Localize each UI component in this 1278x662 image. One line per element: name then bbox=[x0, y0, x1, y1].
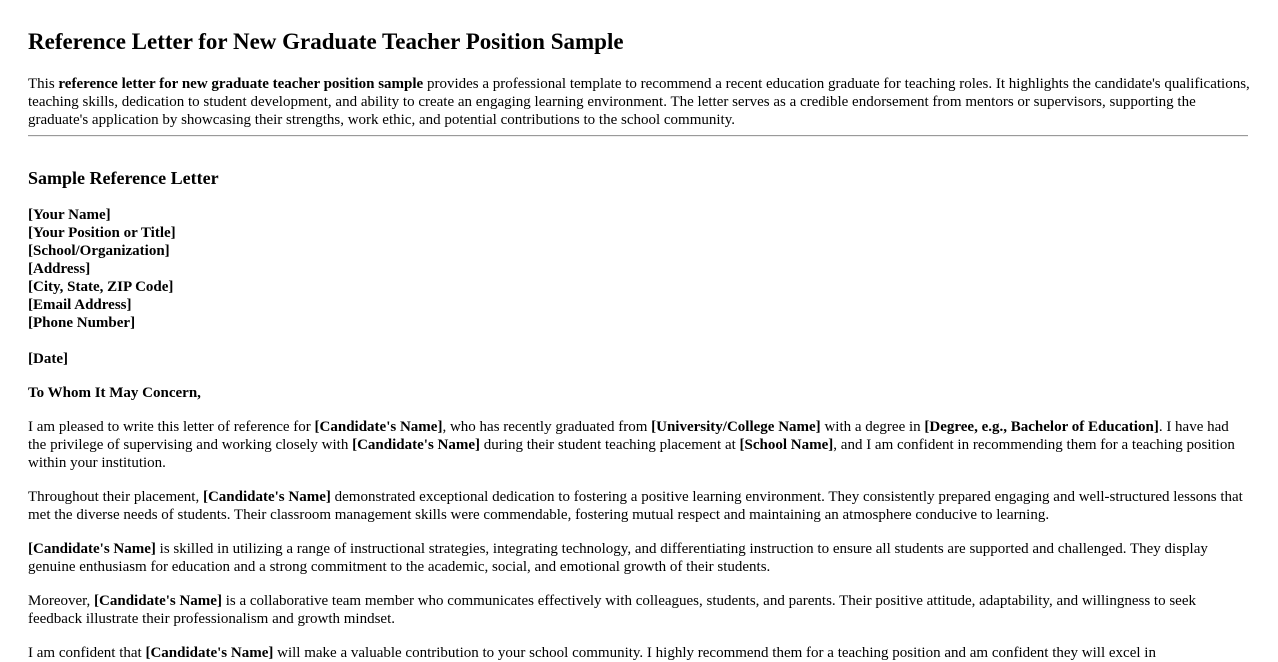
sender-city-state-zip: [City, State, ZIP Code] bbox=[28, 279, 174, 295]
candidate-name-placeholder: [Candidate's Name] bbox=[28, 541, 156, 557]
letter-paragraph-4 bbox=[28, 592, 1250, 628]
degree-placeholder: [Degree, e.g., Bachelor of Education] bbox=[924, 419, 1159, 435]
text: is a collaborative team member who communicates effectively with colleagues, students, and parents. Their positive attitude, adaptability, and willingness to seek feedback illustrate their professionalism and growth mindset. bbox=[28, 593, 1197, 627]
candidate-name-placeholder: [Candidate's Name] bbox=[314, 419, 443, 435]
text: I am pleased to write this letter of reference for bbox=[28, 419, 315, 435]
page-title: Reference Letter for New Graduate Teacher Position Sample bbox=[28, 29, 624, 54]
section-title: Sample Reference Letter bbox=[28, 168, 219, 188]
university-placeholder: [University/College Name] bbox=[651, 419, 821, 435]
text: Moreover, bbox=[28, 593, 95, 609]
text: will make a valuable contribution to your school community. I highly recommend them for a teaching position and am confident they will excel in bbox=[273, 645, 1156, 661]
letter-paragraph-3 bbox=[28, 540, 1250, 576]
text: Throughout their placement, bbox=[28, 489, 203, 505]
letter-date: [Date] bbox=[28, 351, 68, 367]
text: , and I am confident in recommending them for a teaching position within your institution. bbox=[28, 437, 1235, 471]
text: with a degree in bbox=[820, 419, 925, 435]
letter-paragraph-5 bbox=[28, 644, 1250, 662]
text: demonstrated exceptional dedication to fostering a positive learning environment. They consistently prepared engaging and well-structured lessons that met the diverse needs of students. Their classroom management skills were commendable, fostering mutual respect and maintaining an atmosphere conducive to learning. bbox=[28, 489, 1243, 523]
letter-paragraph-2 bbox=[28, 488, 1250, 524]
sender-phone: [Phone Number] bbox=[28, 315, 136, 331]
school-name-placeholder: [School Name] bbox=[739, 437, 834, 453]
sender-position: [Your Position or Title] bbox=[28, 225, 176, 241]
candidate-name-placeholder: [Candidate's Name] bbox=[94, 593, 222, 609]
intro-prefix: This bbox=[28, 76, 59, 92]
sender-address: [Address] bbox=[28, 261, 91, 277]
intro-paragraph bbox=[28, 75, 1250, 129]
sender-email: [Email Address] bbox=[28, 297, 132, 313]
candidate-name-placeholder: [Candidate's Name] bbox=[352, 437, 481, 453]
candidate-name-placeholder: [Candidate's Name] bbox=[145, 645, 274, 661]
intro-bold-text: reference letter for new graduate teacher position sample bbox=[58, 76, 424, 92]
text: I am confident that bbox=[28, 645, 146, 661]
intro-suffix: provides a professional template to recommend a recent education graduate for teaching roles. It highlights the candidate's qualifications, teaching skills, dedication to student development, and ability to create an engaging learning environment. The letter serves as a credible endorsement from mentors or supervisors, supporting the graduate's application by showcasing their strengths, work ethic, and potential contributions to the school community. bbox=[28, 76, 1250, 128]
text: is skilled in utilizing a range of instructional strategies, integrating technology, and differentiating instruction to ensure all students are supported and challenged. They display genuine enthusiasm for education and a strong commitment to the academic, social, and emotional growth of their students. bbox=[28, 541, 1208, 575]
sender-name: [Your Name] bbox=[28, 207, 111, 223]
letter-paragraph-1 bbox=[28, 418, 1250, 472]
salutation: To Whom It May Concern, bbox=[28, 385, 201, 401]
sender-address-block bbox=[28, 206, 1250, 332]
candidate-name-placeholder: [Candidate's Name] bbox=[202, 489, 331, 505]
section-divider bbox=[28, 135, 1248, 137]
sender-organization: [School/Organization] bbox=[28, 243, 170, 259]
text: , who has recently graduated from bbox=[442, 419, 652, 435]
text: during their student teaching placement at bbox=[480, 437, 740, 453]
text: . I have had the privilege of supervising and working closely with bbox=[28, 419, 1229, 453]
